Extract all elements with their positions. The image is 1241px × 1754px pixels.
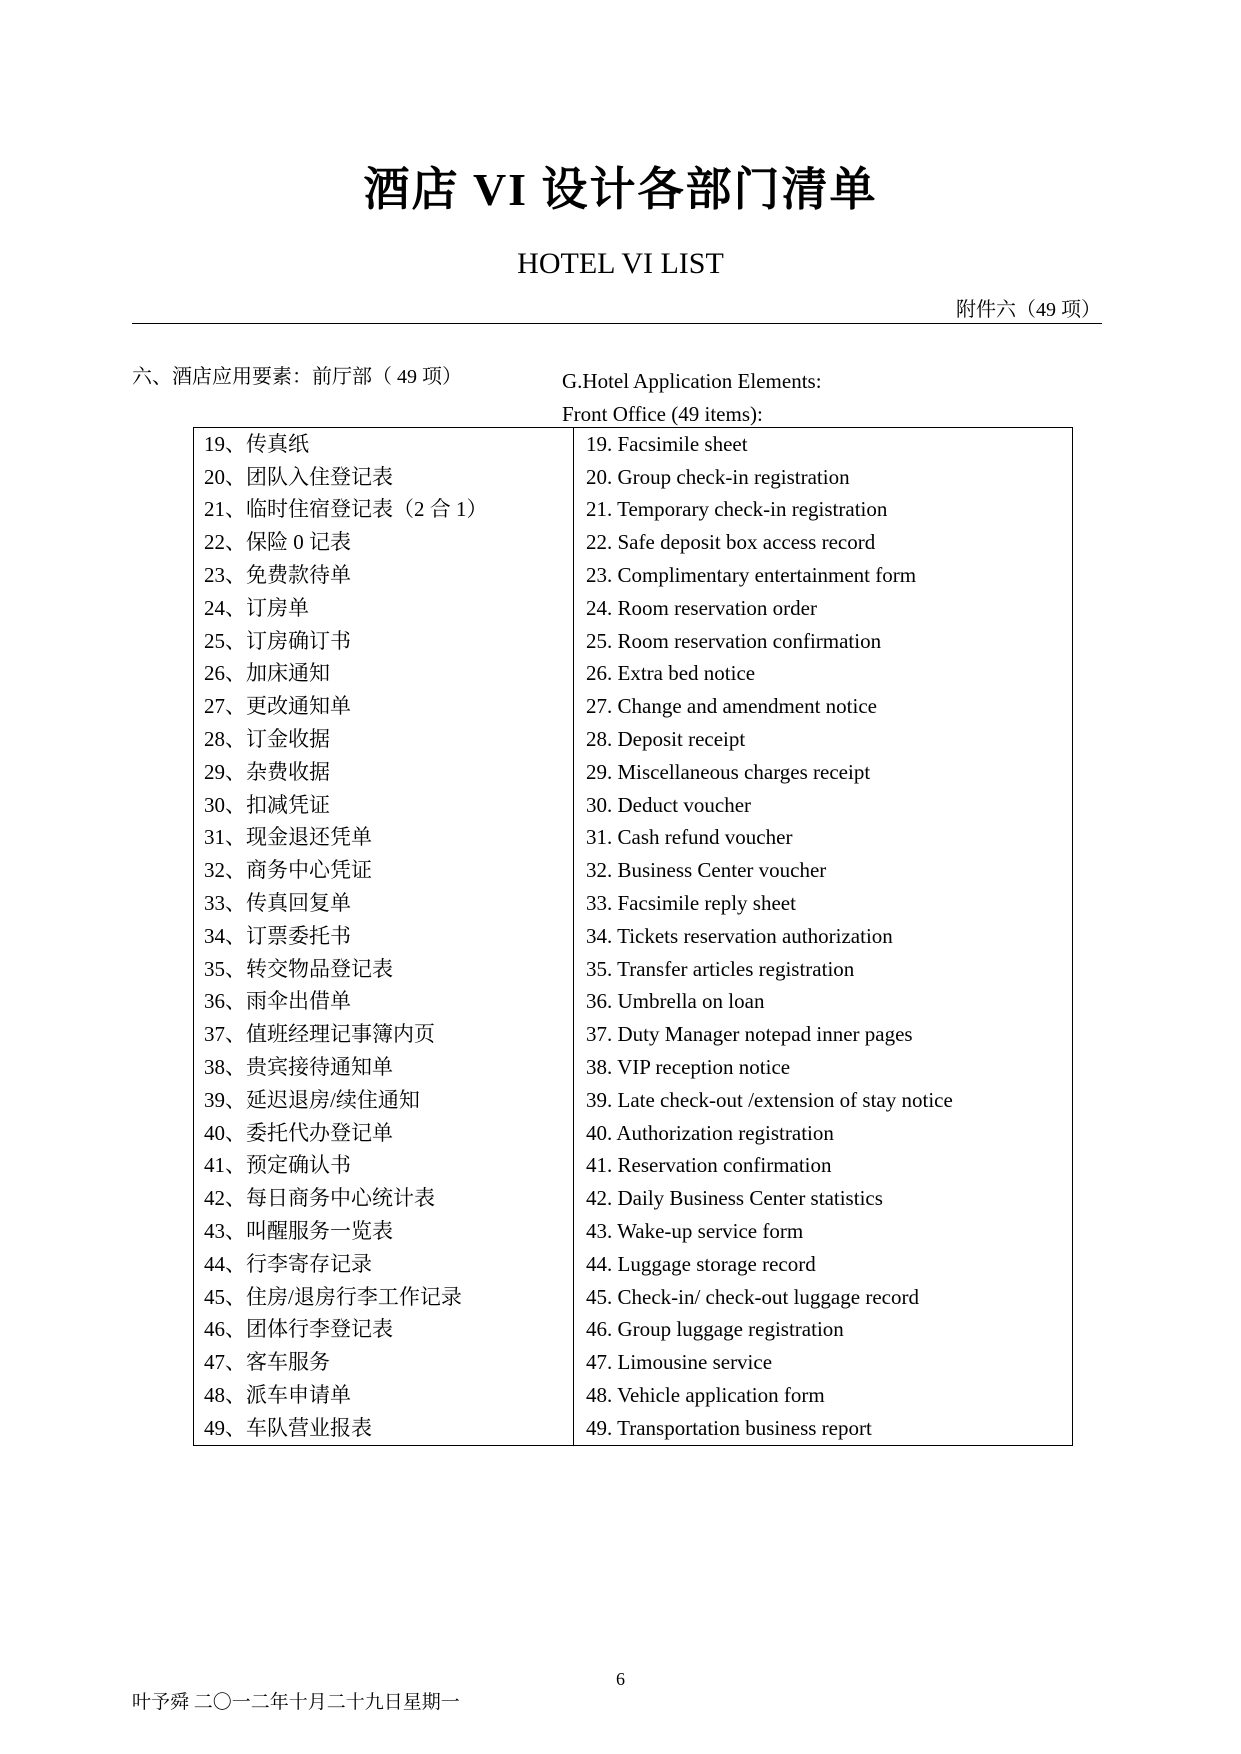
item-english: 28. Deposit receipt	[586, 727, 746, 752]
item-chinese: 29、杂费收据	[194, 756, 574, 789]
header-divider	[132, 323, 1102, 324]
item-english: 47. Limousine service	[586, 1350, 773, 1375]
table-row	[194, 887, 1073, 920]
item-english: 25. Room reservation confirmation	[586, 628, 882, 653]
table-row	[194, 789, 1073, 822]
table-row	[194, 1150, 1073, 1183]
annex-label: 附件六（49 项）	[956, 299, 1101, 321]
item-english: 37. Duty Manager notepad inner pages	[586, 1022, 913, 1047]
section-title-english	[562, 365, 822, 431]
table-row	[194, 592, 1073, 625]
item-chinese: 45、住房/退房行李工作记录	[194, 1281, 574, 1314]
item-english: 36. Umbrella on loan	[586, 989, 765, 1014]
item-english: 24. Room reservation order	[586, 595, 817, 620]
item-chinese: 48、派车申请单	[194, 1379, 574, 1412]
item-chinese: 26、加床通知	[194, 658, 574, 691]
item-chinese: 49、车队营业报表	[194, 1412, 574, 1445]
table-row	[194, 1117, 1073, 1150]
table-row	[194, 1248, 1073, 1281]
item-english: 49. Transportation business report	[586, 1415, 872, 1440]
item-english: 32. Business Center voucher	[586, 858, 827, 883]
item-english: 19. Facsimile sheet	[586, 431, 748, 456]
item-english: 48. Vehicle application form	[586, 1383, 825, 1407]
section-title-english-line2: Front Office (49 items):	[562, 402, 763, 426]
table-row	[194, 428, 1073, 461]
table-row	[194, 1084, 1073, 1117]
table-row	[194, 953, 1073, 986]
item-chinese: 28、订金收据	[194, 723, 574, 756]
item-english: 42. Daily Business Center statistics	[586, 1186, 883, 1211]
table-row	[194, 526, 1073, 559]
item-chinese: 21、临时住宿登记表（2 合 1）	[194, 494, 574, 527]
item-chinese: 33、传真回复单	[194, 887, 574, 920]
item-english: 34. Tickets reservation authorization	[586, 923, 893, 948]
table-row	[194, 1215, 1073, 1248]
item-english: 29. Miscellaneous charges receipt	[586, 759, 871, 784]
item-english: 23. Complimentary entertainment form	[586, 563, 917, 588]
items-table	[193, 427, 1073, 1446]
table-row	[194, 822, 1073, 855]
item-english: 33. Facsimile reply sheet	[586, 891, 796, 916]
table-row	[194, 1314, 1073, 1347]
table-row	[194, 690, 1073, 723]
item-chinese: 19、传真纸	[194, 428, 574, 461]
item-chinese: 43、叫醒服务一览表	[194, 1215, 574, 1248]
table-row	[194, 494, 1073, 527]
table-row	[194, 986, 1073, 1019]
item-chinese: 46、团体行李登记表	[194, 1314, 574, 1347]
table-row	[194, 1346, 1073, 1379]
table-row	[194, 756, 1073, 789]
item-english: 39. Late check-out /extension of stay notice	[586, 1087, 953, 1112]
item-chinese: 39、延迟退房/续住通知	[194, 1084, 574, 1117]
document-title: 酒店 VI 设计各部门清单	[363, 164, 878, 215]
table-row	[194, 559, 1073, 592]
items-table-body	[194, 428, 1073, 1446]
item-english: 27. Change and amendment notice	[586, 694, 877, 719]
item-english: 38. VIP reception notice	[586, 1055, 791, 1080]
item-english: 22. Safe deposit box access record	[586, 530, 876, 555]
table-row	[194, 658, 1073, 691]
table-row	[194, 461, 1073, 494]
table-row	[194, 1379, 1073, 1412]
table-row	[194, 625, 1073, 658]
item-chinese: 40、委托代办登记单	[194, 1117, 574, 1150]
item-english: 26. Extra bed notice	[586, 661, 756, 686]
item-chinese: 32、商务中心凭证	[194, 854, 574, 887]
table-row	[194, 1018, 1073, 1051]
section-title-english-line1: G.Hotel Application Elements:	[562, 369, 822, 393]
item-chinese: 37、值班经理记事簿内页	[194, 1018, 574, 1051]
item-chinese: 23、免费款待单	[194, 559, 574, 592]
item-chinese: 38、贵宾接待通知单	[194, 1051, 574, 1084]
item-english: 44. Luggage storage record	[586, 1251, 816, 1276]
table-row	[194, 1182, 1073, 1215]
item-chinese: 31、现金退还凭单	[194, 822, 574, 855]
table-row	[194, 1051, 1073, 1084]
item-chinese: 24、订房单	[194, 592, 574, 625]
item-chinese: 42、每日商务中心统计表	[194, 1182, 574, 1215]
item-chinese: 36、雨伞出借单	[194, 986, 574, 1019]
item-chinese: 30、扣减凭证	[194, 789, 574, 822]
page-number: 6	[616, 1669, 625, 1689]
item-chinese: 22、保险 0 记表	[194, 526, 574, 559]
item-english: 31. Cash refund voucher	[586, 825, 793, 850]
item-chinese: 41、预定确认书	[194, 1150, 574, 1183]
item-english: 35. Transfer articles registration	[586, 956, 855, 981]
item-english: 43. Wake-up service form	[586, 1219, 804, 1244]
footer-author-date: 叶予舜 二〇一二年十月二十九日星期一	[132, 1692, 460, 1713]
item-chinese: 47、客车服务	[194, 1346, 574, 1379]
item-english: 30. Deduct voucher	[586, 792, 752, 817]
item-english: 41. Reservation confirmation	[586, 1153, 832, 1178]
item-english: 21. Temporary check-in registration	[586, 497, 888, 522]
item-chinese: 27、更改通知单	[194, 690, 574, 723]
item-chinese: 34、订票委托书	[194, 920, 574, 953]
item-chinese: 20、团队入住登记表	[194, 461, 574, 494]
item-chinese: 25、订房确订书	[194, 625, 574, 658]
document-subtitle: HOTEL VI LIST	[517, 247, 724, 280]
section-title-chinese: 六、酒店应用要素：前厅部（ 49 项）	[132, 366, 462, 388]
table-row	[194, 723, 1073, 756]
table-row	[194, 854, 1073, 887]
table-row	[194, 1281, 1073, 1314]
item-english: 40. Authorization registration	[586, 1120, 834, 1145]
item-chinese: 44、行李寄存记录	[194, 1248, 574, 1281]
table-row	[194, 1412, 1073, 1445]
table-row	[194, 920, 1073, 953]
item-english: 20. Group check-in registration	[586, 464, 850, 489]
item-chinese: 35、转交物品登记表	[194, 953, 574, 986]
item-english: 46. Group luggage registration	[586, 1317, 844, 1342]
item-english: 45. Check-in/ check-out luggage record	[586, 1284, 919, 1309]
